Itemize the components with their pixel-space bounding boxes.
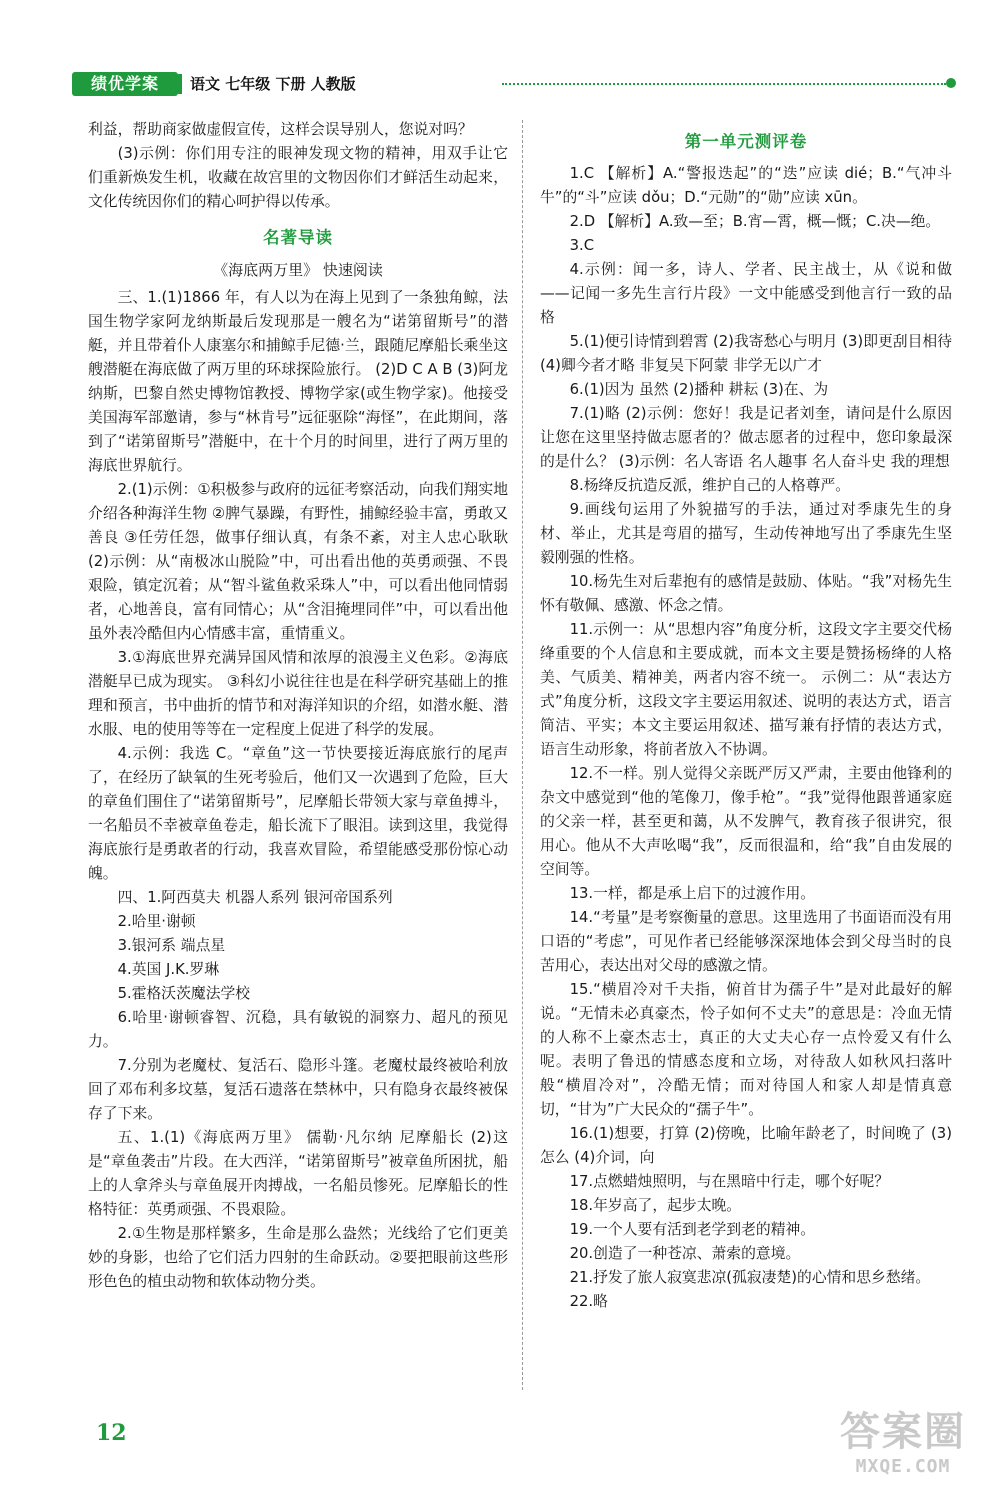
answer-item: 19.一个人要有活到老学到老的精神。 (569, 1221, 816, 1238)
answer-paragraph: 3.银河系 端点星 (117, 937, 226, 954)
column-divider (522, 120, 523, 1390)
answer-item: 6.(1)因为 虽然 (2)播种 耕耘 (3)在、为 (569, 381, 829, 398)
answer-paragraph: 利益，帮助商家做虚假宣传，这样会误导别人，您说对吗？ (88, 121, 473, 138)
answer-item: 2.D 【解析】A.致—至；B.宵—霄，概—慨；C.决—绝。 (569, 213, 941, 230)
answer-paragraph: 3.①海底世界充满异国风情和浓厚的浪漫主义色彩。②海底潜艇早已成为现实。 ③科幻小说往往也是在科学研究基础上的推理和预言，书中曲折的情节和对海洋知识的介绍，如潜水艇、潜水服、电的使用等等在一定程度上促进了科学的发展。 (88, 649, 508, 738)
answer-paragraph: 2.哈里·谢顿 (117, 913, 196, 930)
answer-item: 9.画线句运用了外貌描写的手法，通过对季康先生的身材、举止，尤其是弯眉的描写，生动传神地写出了季康先生坚毅刚强的性格。 (540, 501, 952, 566)
answer-item: 8.杨绛反抗造反派，维护自己的人格尊严。 (569, 477, 851, 494)
left-column (88, 118, 508, 1294)
answer-item: 18.年岁高了，起步太晚。 (569, 1197, 742, 1214)
answer-item: 17.点燃蜡烛照明，与在黑暗中行走，哪个好呢？ (569, 1173, 890, 1190)
answer-item: 20.创造了一种苍凉、萧索的意境。 (569, 1245, 801, 1262)
answer-paragraph: 4.示例：我选 C。“章鱼”这一节快要接近海底旅行的尾声了，在经历了缺氧的生死考验后，他们又一次遇到了危险，巨大的章鱼们围住了“诺第留斯号”，尼摩船长带领大家与章鱼搏斗，一名船员不幸被章鱼卷走，船长流下了眼泪。读到这里，我觉得海底旅行是勇敢者的行动，我喜欢冒险，希望能感受那份惊心动魄。 (88, 745, 508, 882)
answer-item: 12.不一样。别人觉得父亲既严厉又严肃，主要由他锋利的杂文中感觉到“他的笔像刀，像手枪”。“我”觉得他跟普通家庭的父亲一样，甚至更和蔼，从不发脾气，教育孩子很讲究，很用心。他从不大声吆喝“我”，反而很温和，给“我”自由发展的空间等。 (540, 765, 952, 878)
section-title-unit-test: 第一单元测评卷 (684, 132, 808, 151)
book-subtitle: 《海底两万里》 快速阅读 (213, 261, 383, 279)
brand-logo: 绩优学案 (72, 72, 178, 96)
watermark-logo-text: 答案圈 (840, 1409, 966, 1455)
header-dot-icon (946, 78, 956, 88)
answer-item: 13.一样，都是承上启下的过渡作用。 (569, 885, 816, 902)
answer-item: 16.(1)想要，打算 (2)傍晚，比喻年龄老了，时间晚了 (3)怎么 (4)介词，向 (540, 1125, 952, 1166)
page-header (72, 68, 962, 100)
answer-item: 15.“横眉冷对千夫指，俯首甘为孺子牛”是对此最好的解说。“无情未必真豪杰，怜子如何不丈夫”的意思是：冷血无情的人称不上豪杰志士，真正的大丈夫心存一点怜爱又有什么呢。表明了鲁迅的情感态度和立场，对待敌人如秋风扫落叶般“横眉冷对”，冷酷无情；而对待国人和家人却是情真意切，“甘为”广大民众的“孺子牛”。 (540, 981, 952, 1118)
answer-item: 1.C 【解析】A.“警报迭起”的“迭”应读 dié；B.“气冲斗牛”的“斗”应读 dǒu；D.“元勋”的“勋”应读 xūn。 (540, 165, 952, 206)
answer-item: 11.示例一：从“思想内容”角度分析，这段文字主要交代杨绛重要的个人信息和主要成就，而本文主要是赞扬杨绛的人格美、气质美、精神美，两者内容不统一。 示例二：从“表达方式”角度分析，这段文字主要运用叙述、说明的表达方式，语言简洁、平实；本文主要运用叙述、描写兼有抒情的表达方式，语言生动形象，将前者放入不协调。 (540, 621, 952, 758)
answer-paragraph: 7.分别为老魔杖、复活石、隐形斗篷。老魔杖最终被哈利放回了邓布利多坟墓，复活石遗落在禁林中，只有隐身衣最终被保存了下来。 (88, 1057, 508, 1122)
answer-item: 5.(1)便引诗情到碧霄 (2)我寄愁心与明月 (3)即更刮目相待 (4)卿今者才略 非复吴下阿蒙 非学无以广才 (540, 333, 952, 374)
section-title-classics: 名著导读 (263, 228, 333, 247)
answer-item: 3.C (569, 237, 595, 254)
answer-paragraph: 5.霍格沃茨魔法学校 (117, 985, 251, 1002)
answer-item: 22.略 (569, 1293, 608, 1310)
answer-item: 7.(1)略 (2)示例：您好！我是记者刘奎，请问是什么原因让您在这里坚持做志愿者的？做志愿者的过程中，您印象最深的是什么？ (3)示例：名人寄语 名人趣事 名人奋斗史 我的理想 (540, 405, 952, 470)
answer-item: 21.抒发了旅人寂寞悲凉(孤寂凄楚)的心情和思乡愁绪。 (569, 1269, 931, 1286)
answer-item: 14.“考量”是考察衡量的意思。这里选用了书面语而没有用口语的“考虑”，可见作者已经能够深深地体会到父母当时的良苦用心，表达出对父母的感激之情。 (540, 909, 952, 974)
answer-item: 10.杨先生对后辈抱有的感情是鼓励、体贴。“我”对杨先生怀有敬佩、感激、怀念之情。 (540, 573, 952, 614)
answer-item: 4.示例：闻一多，诗人、学者、民主战士，从《说和做——记闻一多先生言行片段》一文中能感受到他言行一致的品格 (540, 261, 952, 326)
answer-paragraph: 五、1.(1)《海底两万里》 儒勒·凡尔纳 尼摩船长 (2)这是“章鱼袭击”片段。在大西洋，“诺第留斯号”被章鱼所困扰，船上的人拿斧头与章鱼展开肉搏战，一名船员惨死。尼摩船长的性格特征：英勇顽强、不畏艰险。 (88, 1129, 508, 1218)
answer-paragraph: (3)示例：你们用专注的眼神发现文物的精神，用双手让它们重新焕发生机，收藏在故宫里的文物因你们才鲜活生动起来，文化传统因你们的精心呵护得以传承。 (88, 145, 508, 210)
header-dotted-rule (502, 83, 946, 85)
answer-paragraph: 2.①生物是那样繁多，生命是那么盎然；光线给了它们更美妙的身影，也给了它们活力四射的生命跃动。②要把眼前这些形形色色的植虫动物和软体动物分类。 (88, 1225, 508, 1290)
book-info: 语文 七年级 下册 人教版 (190, 75, 356, 93)
answer-paragraph: 三、1.(1)1866 年，有人以为在海上见到了一条独角鲸，法国生物学家阿龙纳斯最后发现那是一艘名为“诺第留斯号”的潜艇，并且带着仆人康塞尔和捕鲸手尼德·兰，跟随尼摩船长乘坐这艘潜艇在海底做了两万里的环球探险旅行。 (2)D C A B (3)阿龙纳斯，巴黎自然史博物馆教授、博物学家(或生物学家)。他接受美国海军部邀请，参与“林肯号”远征驱除“海怪”，在此期间，落到了“诺第留斯号”潜艇中，在十个月的时间里，进行了两万里的海底世界航行。 (88, 289, 508, 474)
brand-divider (178, 74, 182, 94)
answer-paragraph: 6.哈里·谢顿睿智、沉稳，具有敏锐的洞察力、超凡的预见力。 (88, 1009, 508, 1050)
right-column (540, 118, 952, 1314)
watermark (818, 1408, 988, 1488)
answer-paragraph: 四、1.阿西莫夫 机器人系列 银河帝国系列 (117, 889, 393, 906)
watermark-url: MXQE.COM (855, 1456, 951, 1477)
answer-paragraph: 4.英国 J.K.罗琳 (117, 961, 220, 978)
answer-paragraph: 2.(1)示例：①积极参与政府的远征考察活动，向我们翔实地介绍各种海洋生物 ②脾气暴躁，有野性，捕鲸经验丰富，勇敢又善良 ③任劳任怨，做事仔细认真，有条不紊，对主人忠心耿耿 (2)示例：从“南极冰山脱险”中，可出看出他的英勇顽强、不畏艰险，镇定沉着；从“智斗鲨鱼救采珠人”中，可以看出他同情弱者，心地善良，富有同情心；从“含泪掩埋同伴”中，可以看出他虽外表冷酷但内心情感丰富，重情重义。 (88, 481, 508, 642)
page-number: 12 (96, 1420, 127, 1446)
